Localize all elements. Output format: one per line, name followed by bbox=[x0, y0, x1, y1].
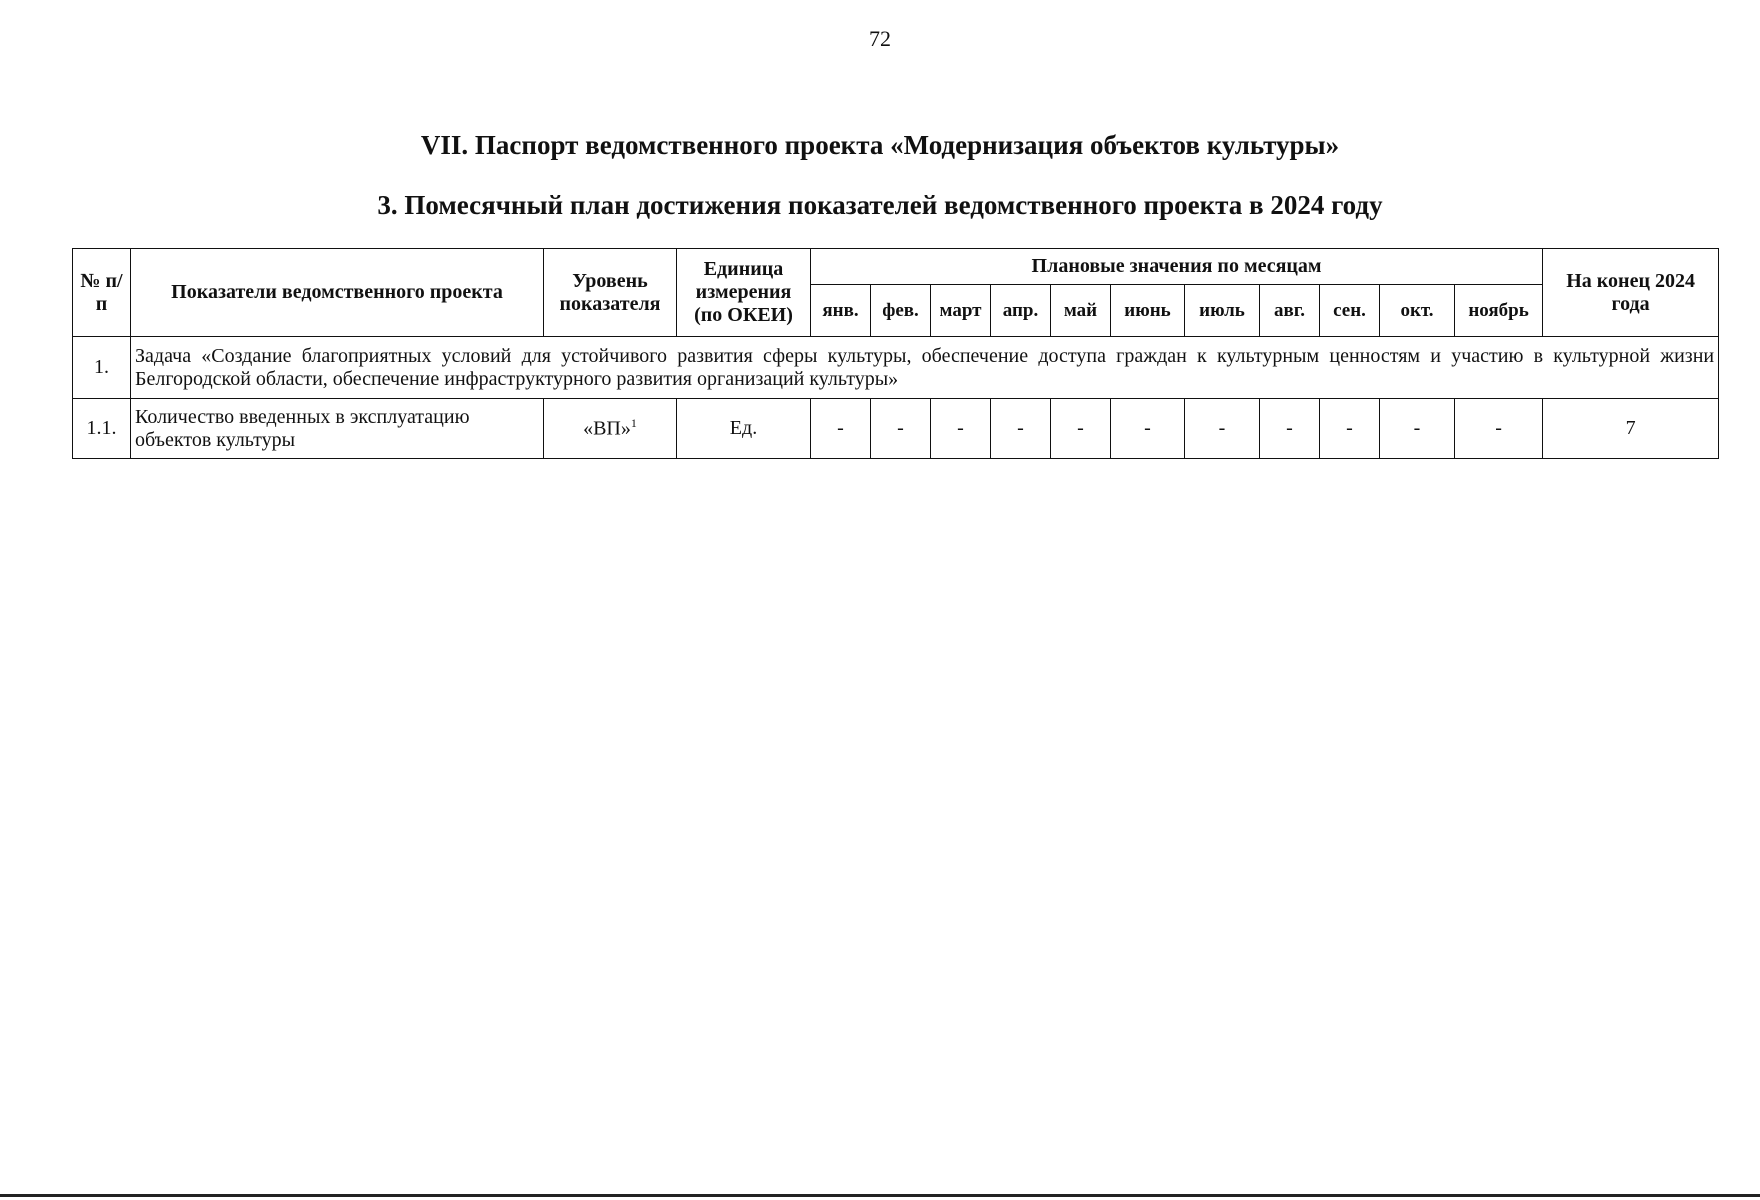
header-month: май bbox=[1051, 285, 1111, 337]
header-unit: Единица измерения (по ОКЕИ) bbox=[677, 249, 811, 337]
header-indicator: Показатели ведомственного проекта bbox=[131, 249, 544, 337]
row-month-value: - bbox=[931, 399, 991, 459]
header-month: авг. bbox=[1260, 285, 1320, 337]
row-indicator: Количество введенных в эксплуатацию объектов культуры bbox=[131, 399, 544, 459]
task-row bbox=[73, 337, 1719, 399]
page-number: 72 bbox=[869, 26, 891, 51]
row-unit: Ед. bbox=[677, 399, 811, 459]
row-num: 1.1. bbox=[73, 399, 131, 459]
header-month: фев. bbox=[871, 285, 931, 337]
plan-table bbox=[72, 248, 1719, 459]
header-month: сен. bbox=[1320, 285, 1380, 337]
subtitle: 3. Помесячный план достижения показателей ведомственного проекта в 2024 году bbox=[377, 190, 1383, 220]
section-title: VII. Паспорт ведомственного проекта «Модернизация объектов культуры» bbox=[420, 130, 1340, 160]
task-num: 1. bbox=[73, 337, 131, 399]
row-month-value: - bbox=[1051, 399, 1111, 459]
row-level-footnote: 1 bbox=[630, 415, 637, 430]
row-month-value: - bbox=[871, 399, 931, 459]
row-month-value: - bbox=[1455, 399, 1543, 459]
bottom-divider bbox=[0, 1194, 1760, 1197]
header-end-of-year: На конец 2024 года bbox=[1543, 249, 1719, 337]
header-month: июнь bbox=[1111, 285, 1185, 337]
table-row bbox=[73, 399, 1719, 459]
header-month: ноябрь bbox=[1455, 285, 1543, 337]
row-month-value: - bbox=[1380, 399, 1455, 459]
header-level: Уровень показателя bbox=[544, 249, 677, 337]
row-level-text: «ВП» bbox=[583, 417, 631, 440]
header-num: № п/п bbox=[73, 249, 131, 337]
row-month-value: - bbox=[1260, 399, 1320, 459]
header-month: июль bbox=[1185, 285, 1260, 337]
row-month-value: - bbox=[1185, 399, 1260, 459]
row-month-value: - bbox=[991, 399, 1051, 459]
row-month-value: - bbox=[1320, 399, 1380, 459]
row-month-value: - bbox=[1111, 399, 1185, 459]
header-month: янв. bbox=[811, 285, 871, 337]
row-end-value: 7 bbox=[1543, 399, 1719, 459]
header-planned-values: Плановые значения по месяцам bbox=[811, 249, 1543, 285]
header-month: апр. bbox=[991, 285, 1051, 337]
row-month-value: - bbox=[811, 399, 871, 459]
row-level bbox=[544, 399, 677, 459]
task-text: Задача «Создание благоприятных условий для устойчивого развития сферы культуры, обеспечение доступа граждан к культурным ценностям и участию в культурной жизни Белгородской области, обеспечение инфраструктурного развития организаций культуры» bbox=[131, 337, 1719, 399]
header-month: март bbox=[931, 285, 991, 337]
header-month: окт. bbox=[1380, 285, 1455, 337]
